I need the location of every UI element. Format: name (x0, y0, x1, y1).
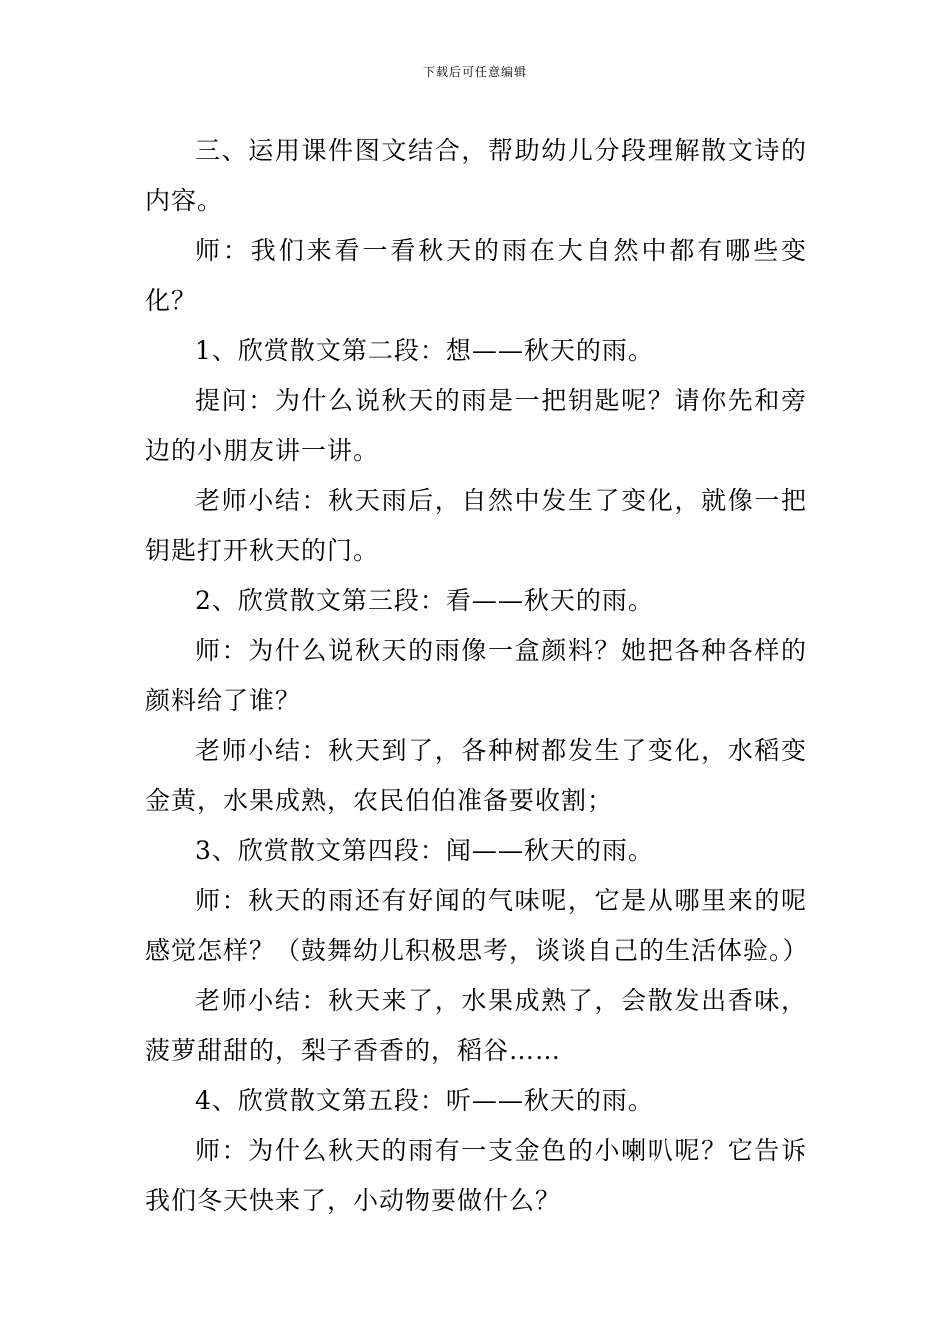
paragraph-question-trumpet: 师：为什么秋天的雨有一支金色的小喇叭呢？它告诉我们冬天快来了，小动物要做什么？ (145, 1136, 807, 1215)
paragraph-step-three: 3、欣赏散文第四段：闻——秋天的雨。 (195, 836, 654, 865)
paragraph-teacher-intro: 师：我们来看一看秋天的雨在大自然中都有哪些变化？ (145, 236, 807, 315)
paragraph-question-paint: 师：为什么说秋天的雨像一盒颜料？她把各种各样的颜料给了谁？ (145, 636, 807, 715)
paragraph-section-three: 三、运用课件图文结合，帮助幼儿分段理解散文诗的内容。 (145, 136, 807, 215)
paragraph-step-one: 1、欣赏散文第二段：想——秋天的雨。 (195, 336, 654, 365)
document-body (145, 126, 807, 1226)
paragraph-summary-paint: 老师小结：秋天到了，各种树都发生了变化，水稻变金黄，水果成熟，农民伯伯准备要收割； (145, 736, 807, 815)
page-header: 下载后可任意编辑 (422, 65, 527, 79)
paragraph-question-smell: 师：秋天的雨还有好闻的气味呢，它是从哪里来的呢感觉怎样？（鼓舞幼儿积极思考，谈谈自己的生活体验。） (145, 886, 809, 965)
paragraph-summary-smell: 老师小结：秋天来了，水果成熟了，会散发出香味，菠萝甜甜的，梨子香香的，稻谷…… (145, 986, 807, 1065)
paragraph-summary-key: 老师小结：秋天雨后，自然中发生了变化，就像一把钥匙打开秋天的门。 (145, 486, 807, 565)
paragraph-step-four: 4、欣赏散文第五段：听——秋天的雨。 (195, 1086, 654, 1115)
paragraph-question-key: 提问：为什么说秋天的雨是一把钥匙呢？请你先和旁边的小朋友讲一讲。 (145, 386, 807, 465)
paragraph-step-two: 2、欣赏散文第三段：看——秋天的雨。 (195, 586, 654, 615)
